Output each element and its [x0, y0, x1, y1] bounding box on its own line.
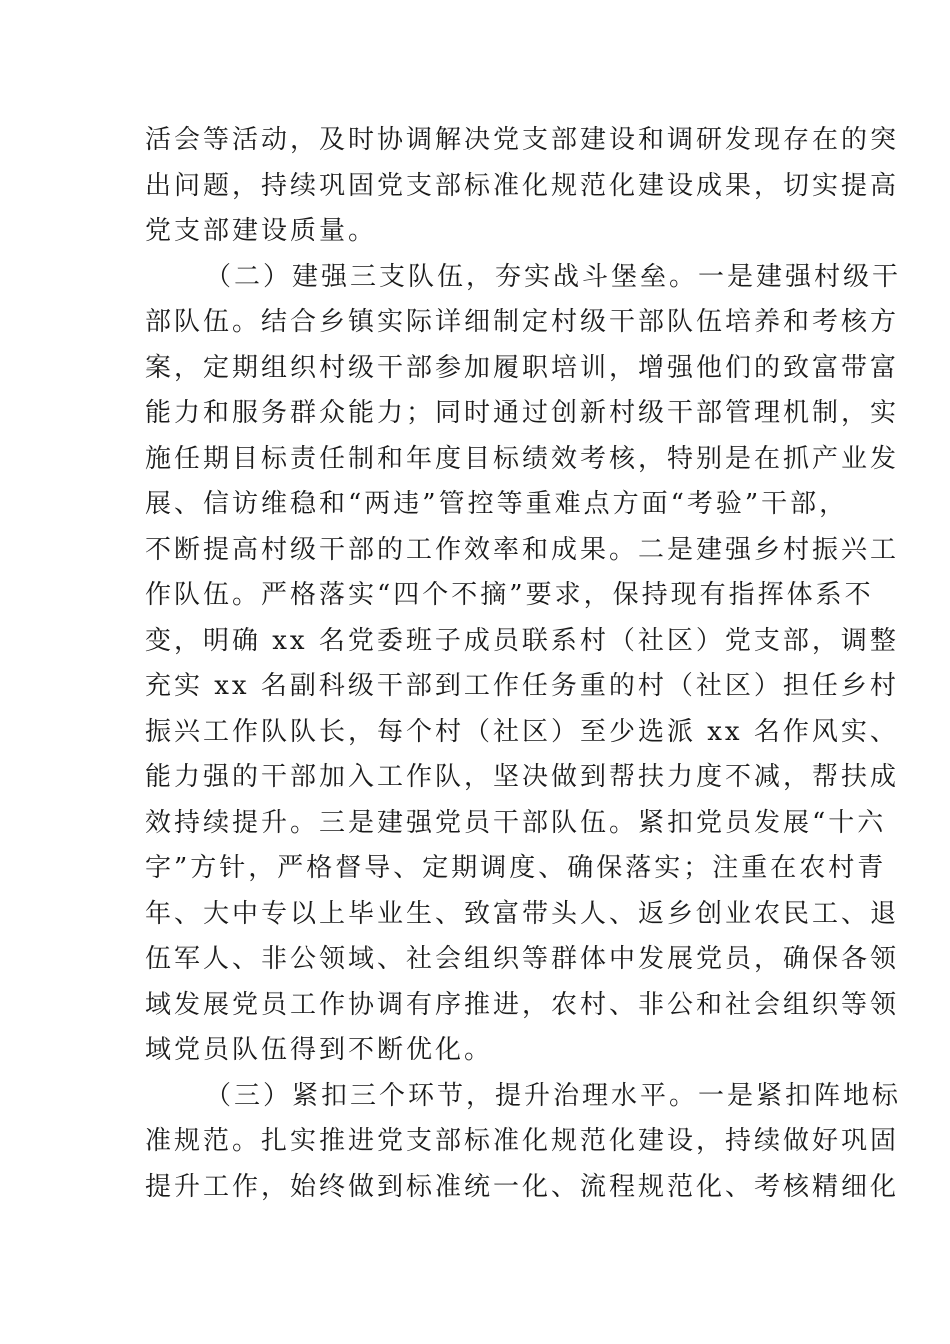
text-line: 效持续提升。三是建强党员干部队伍。紧扣党员发展“十六 — [145, 807, 887, 838]
text-line: 部队伍。结合乡镇实际详细制定村级干部队伍培养和考核方 — [145, 307, 900, 337]
text-line: 作队伍。严格落实“四个不摘”要求，保持现有指挥体系不 — [145, 580, 874, 610]
text-line: 提升工作，始终做到标准统一化、流程规范化、考核精细化 — [145, 1171, 900, 1202]
text-line: 字”方针，严格督导、定期调度、确保落实；注重在农村青 — [145, 853, 887, 883]
body-text — [145, 118, 902, 1210]
text-line: 活会等活动，及时协调解决党支部建设和调研发现存在的突 — [145, 125, 900, 155]
text-line: 变，明确 xx 名党委班子成员联系村（社区）党支部，调整 — [145, 625, 899, 656]
text-line: 不断提高村级干部的工作效率和成果。二是建强乡村振兴工 — [145, 534, 900, 565]
text-line: 出问题，持续巩固党支部标准化规范化建设成果，切实提高 — [145, 170, 900, 201]
text-line: 能力强的干部加入工作队，坚决做到帮扶力度不减，帮扶成 — [145, 762, 900, 792]
text-line: 案，定期组织村级干部参加履职培训，增强他们的致富带富 — [145, 352, 900, 383]
text-line: 能力和服务群众能力；同时通过创新村级干部管理机制，实 — [145, 398, 900, 428]
text-line: 展、信访维稳和“两违”管控等重难点方面“考验”干部， — [145, 489, 849, 519]
text-line: 伍军人、非公领域、社会组织等群体中发展党员，确保各领 — [145, 944, 900, 974]
text-line: 域发展党员工作协调有序推进，农村、非公和社会组织等领 — [145, 989, 900, 1020]
text-line: 充实 xx 名副科级干部到工作任务重的村（社区）担任乡村 — [145, 671, 899, 701]
text-line: 党支部建设质量。 — [145, 216, 378, 246]
text-line: 域党员队伍得到不断优化。 — [145, 1035, 494, 1065]
text-line: 年、大中专以上毕业生、致富带头人、返乡创业农民工、退 — [145, 898, 900, 929]
section-heading-line: （三）紧扣三个环节，提升治理水平。一是紧扣阵地标 — [205, 1080, 902, 1111]
text-line: 施任期目标责任制和年度目标绩效考核，特别是在抓产业发 — [145, 443, 900, 474]
text-line: 准规范。扎实推进党支部标准化规范化建设，持续做好巩固 — [145, 1126, 900, 1156]
section-heading-line: （二）建强三支队伍，夯实战斗堡垒。一是建强村级干 — [205, 261, 902, 292]
text-line: 振兴工作队队长，每个村（社区）至少选派 xx 名作风实、 — [145, 716, 899, 747]
